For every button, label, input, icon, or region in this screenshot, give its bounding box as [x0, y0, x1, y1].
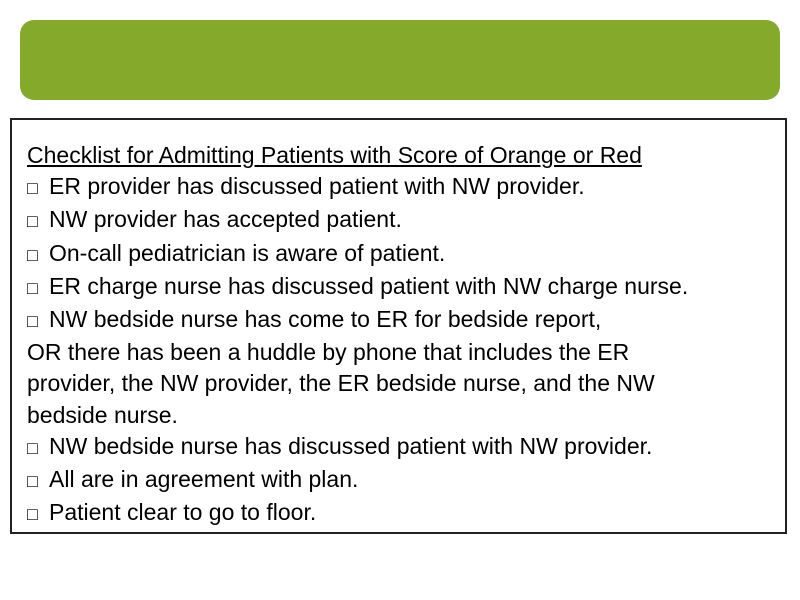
checkbox-icon[interactable]: □	[27, 504, 38, 525]
checklist-item-continuation: OR there has been a huddle by phone that includes the ER	[27, 339, 630, 366]
checklist-title: Checklist for Admitting Patients with Score of Orange or Red	[27, 142, 642, 168]
checklist-item[interactable]: □ NW provider has accepted patient.	[27, 204, 775, 237]
checkbox-icon[interactable]: □	[27, 277, 38, 298]
checklist-item[interactable]: □ NW bedside nurse has discussed patient with NW provider.	[27, 431, 775, 464]
checkbox-icon[interactable]: □	[27, 437, 38, 458]
checkbox-icon[interactable]: □	[27, 244, 38, 265]
checkbox-icon[interactable]: □	[27, 471, 38, 492]
checkbox-icon[interactable]: □	[27, 311, 38, 332]
checklist-item[interactable]: □ On-call pediatrician is aware of patient.	[27, 238, 775, 271]
checklist-item[interactable]: □ ER provider has discussed patient with NW provider.	[27, 171, 775, 204]
checklist-item-continuation: provider, the NW provider, the ER bedside nurse, and the NW	[27, 370, 655, 397]
checklist-box	[10, 118, 787, 534]
checklist-item[interactable]: □ ER charge nurse has discussed patient with NW charge nurse.	[27, 271, 775, 304]
checklist-item[interactable]: □ NW bedside nurse has come to ER for bedside report,	[27, 304, 775, 337]
checkbox-icon[interactable]: □	[27, 211, 38, 232]
checklist-item[interactable]: □ Patient clear to go to floor.	[27, 497, 775, 530]
checklist-item-continuation: bedside nurse.	[27, 401, 178, 428]
checklist-item[interactable]: □ All are in agreement with plan.	[27, 464, 775, 497]
title-banner	[20, 20, 780, 100]
checkbox-icon[interactable]: □	[27, 178, 38, 199]
